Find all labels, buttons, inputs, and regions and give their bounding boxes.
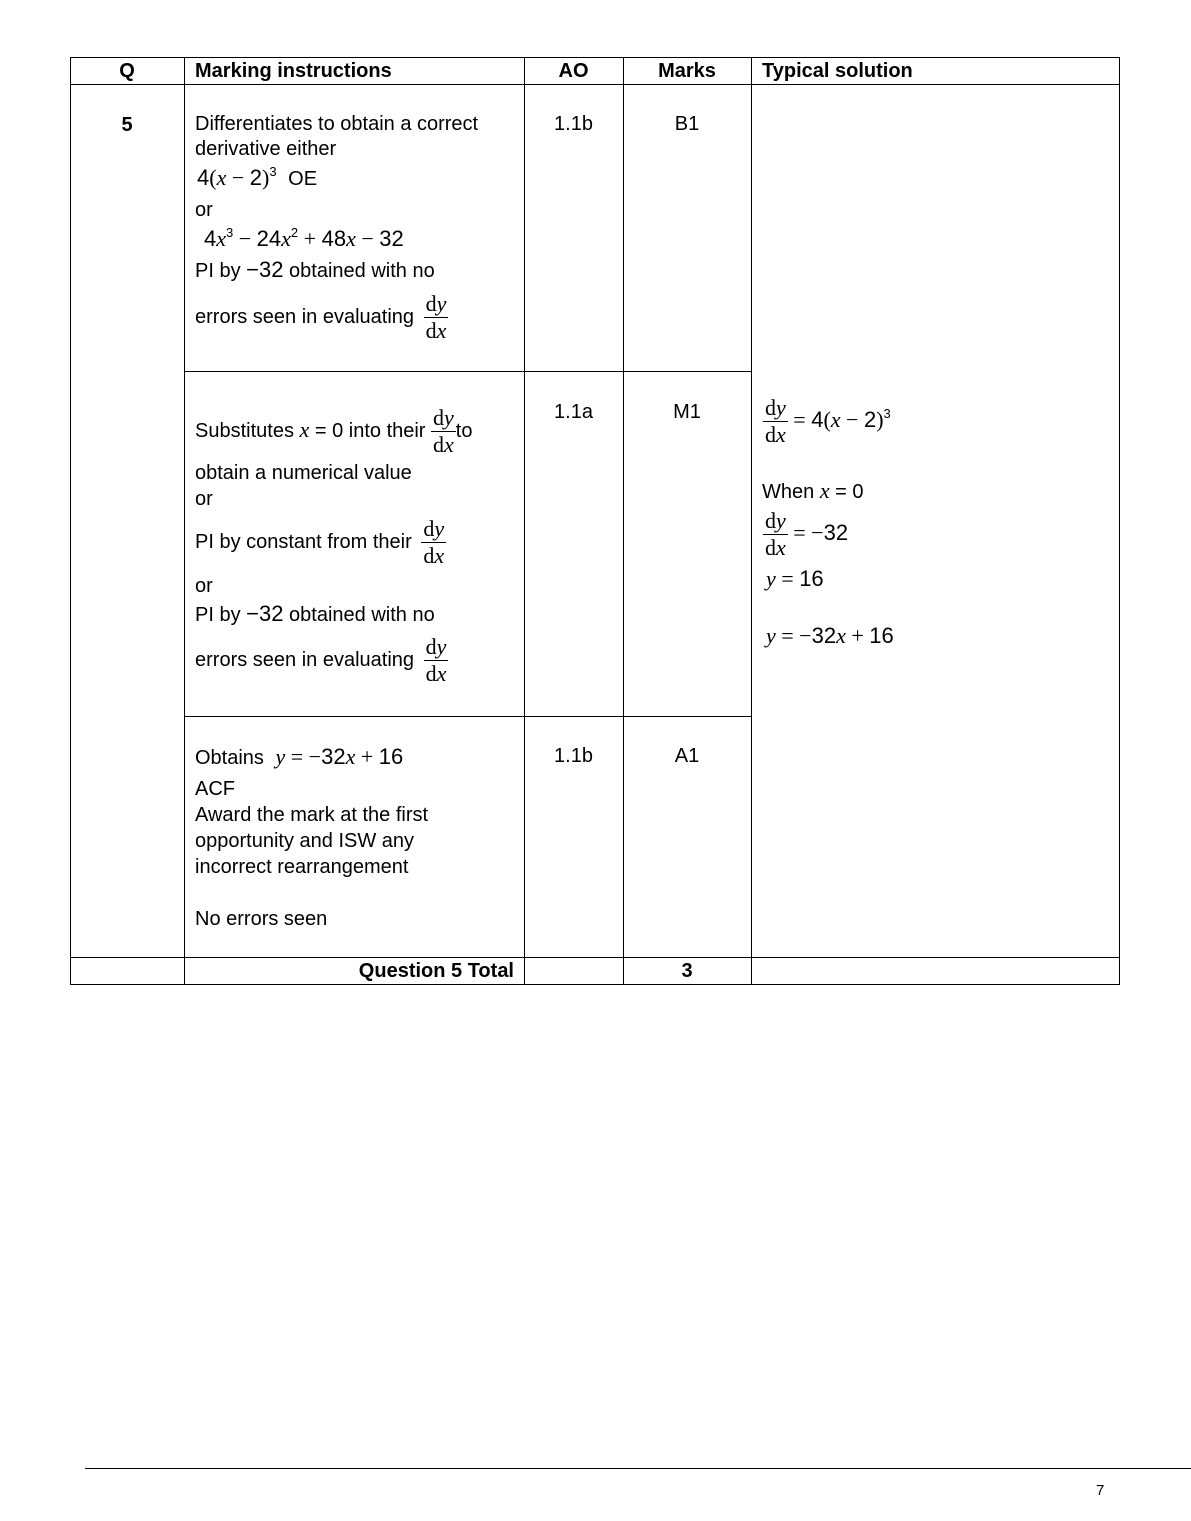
- solution-when-a: When: [762, 481, 815, 503]
- solution-dydx-fraction-1: $\frac{dy}{dx}$: [765, 395, 786, 448]
- row2-or-1: or: [195, 488, 213, 510]
- question-total-label: Question 5 Total: [358, 960, 514, 982]
- row1-mark: B1: [674, 113, 700, 135]
- solution-y-intercept: y = 16: [766, 566, 824, 591]
- row2-pi-by: PI by: [195, 604, 241, 626]
- row1-dydx-fraction: $\frac{dy}{dx}$: [425, 291, 447, 344]
- row1-pi-rest: obtained with no: [289, 260, 435, 282]
- row2-subst-a: Substitutes: [195, 420, 294, 442]
- row1-derivative-expanded: $4x^3 - 24x^2 + 48x - 32$: [204, 225, 404, 251]
- row1-derivative-factored: $4(x - 2)^3$ OE: [197, 164, 318, 190]
- row3-ao: 1.1b: [554, 745, 593, 767]
- row2-pi-rest: obtained with no: [289, 604, 435, 626]
- row2-dydx-fraction-2: $\frac{dy}{dx}$: [423, 516, 445, 569]
- row3-no-errors: No errors seen: [195, 908, 328, 930]
- row1-or: or: [195, 199, 213, 221]
- table-bottom-border: [70, 984, 1120, 985]
- row1-pi-value: −32: [246, 257, 284, 282]
- solution-when-x: x: [819, 478, 830, 503]
- row2-obtain: obtain a numerical value: [195, 462, 412, 484]
- row3-obtains-line: Obtains y = −32x + 16: [195, 744, 404, 769]
- page-number: 7: [1096, 1482, 1105, 1499]
- header-q: Q: [119, 60, 135, 82]
- row2-subst-to: to: [455, 420, 473, 442]
- row1-errors-line: [195, 287, 448, 347]
- solution-when-b: = 0: [835, 481, 864, 503]
- row2-dydx-fraction-1: $\frac{dy}{dx}$: [433, 405, 454, 458]
- row2-pi-line: [195, 601, 435, 628]
- question-total-marks: 3: [681, 960, 693, 982]
- row2-errors-text: errors seen in evaluating: [195, 649, 415, 671]
- row2-subst-b: = 0 into their: [314, 420, 426, 442]
- row3-mark: A1: [674, 745, 700, 767]
- header-marks: Marks: [658, 60, 716, 82]
- col-border-right: [1119, 57, 1120, 985]
- row3-award-2: opportunity and ISW any: [195, 830, 415, 852]
- col-border-marks: [751, 57, 752, 985]
- row3-award-3: incorrect rearrangement: [195, 856, 409, 878]
- col-border-left: [70, 57, 71, 985]
- solution-tangent-equation: y = −32x + 16: [766, 623, 894, 648]
- row1-ao: 1.1b: [554, 113, 593, 135]
- question-number: 5: [121, 114, 133, 136]
- row2-substitutes-line: [195, 400, 472, 461]
- header-bottom-border: [70, 84, 1120, 85]
- header-ao: AO: [558, 60, 589, 82]
- row1-pi-by: PI by: [195, 260, 241, 282]
- row1-pi-line: [195, 257, 435, 284]
- row2-pi-const: PI by constant from their: [195, 531, 412, 553]
- header-marking-instructions: Marking instructions: [195, 60, 392, 82]
- row2-pi-const-line: [195, 512, 446, 572]
- row3-acf: ACF: [195, 778, 235, 800]
- row1-errors-text: errors seen in evaluating: [195, 306, 415, 328]
- header-typical-solution: Typical solution: [762, 60, 913, 82]
- row2-subst-x: x: [299, 417, 310, 442]
- row3-award-1: Award the mark at the first: [195, 804, 429, 826]
- row2-errors-line: [195, 630, 448, 690]
- solution-when-line: [762, 478, 864, 505]
- row2-bottom-border: [184, 716, 751, 717]
- row2-dydx-fraction-3: $\frac{dy}{dx}$: [425, 634, 447, 687]
- row1-bottom-border: [184, 371, 751, 372]
- solution-dydx-fraction-2: $\frac{dy}{dx}$: [765, 508, 786, 561]
- row2-or-2: or: [195, 575, 213, 597]
- solution-gradient: $\frac{dy}{dx}$ = −32: [765, 508, 849, 561]
- row2-ao: 1.1a: [554, 401, 593, 423]
- row3-obtains: Obtains: [195, 747, 264, 769]
- col-border-instructions: [524, 57, 525, 985]
- col-border-q: [184, 57, 185, 985]
- row1-oe-label: OE: [288, 168, 318, 190]
- row2-mark: M1: [673, 401, 701, 423]
- row1-line-2: derivative either: [195, 138, 337, 160]
- col-border-ao: [623, 57, 624, 985]
- solution-derivative: $\frac{dy}{dx}$ = $4(x - 2)^3$: [765, 395, 891, 448]
- row2-pi-value: −32: [246, 601, 284, 626]
- footer-rule: [85, 1468, 1191, 1469]
- row1-line-1: Differentiates to obtain a correct: [195, 113, 479, 135]
